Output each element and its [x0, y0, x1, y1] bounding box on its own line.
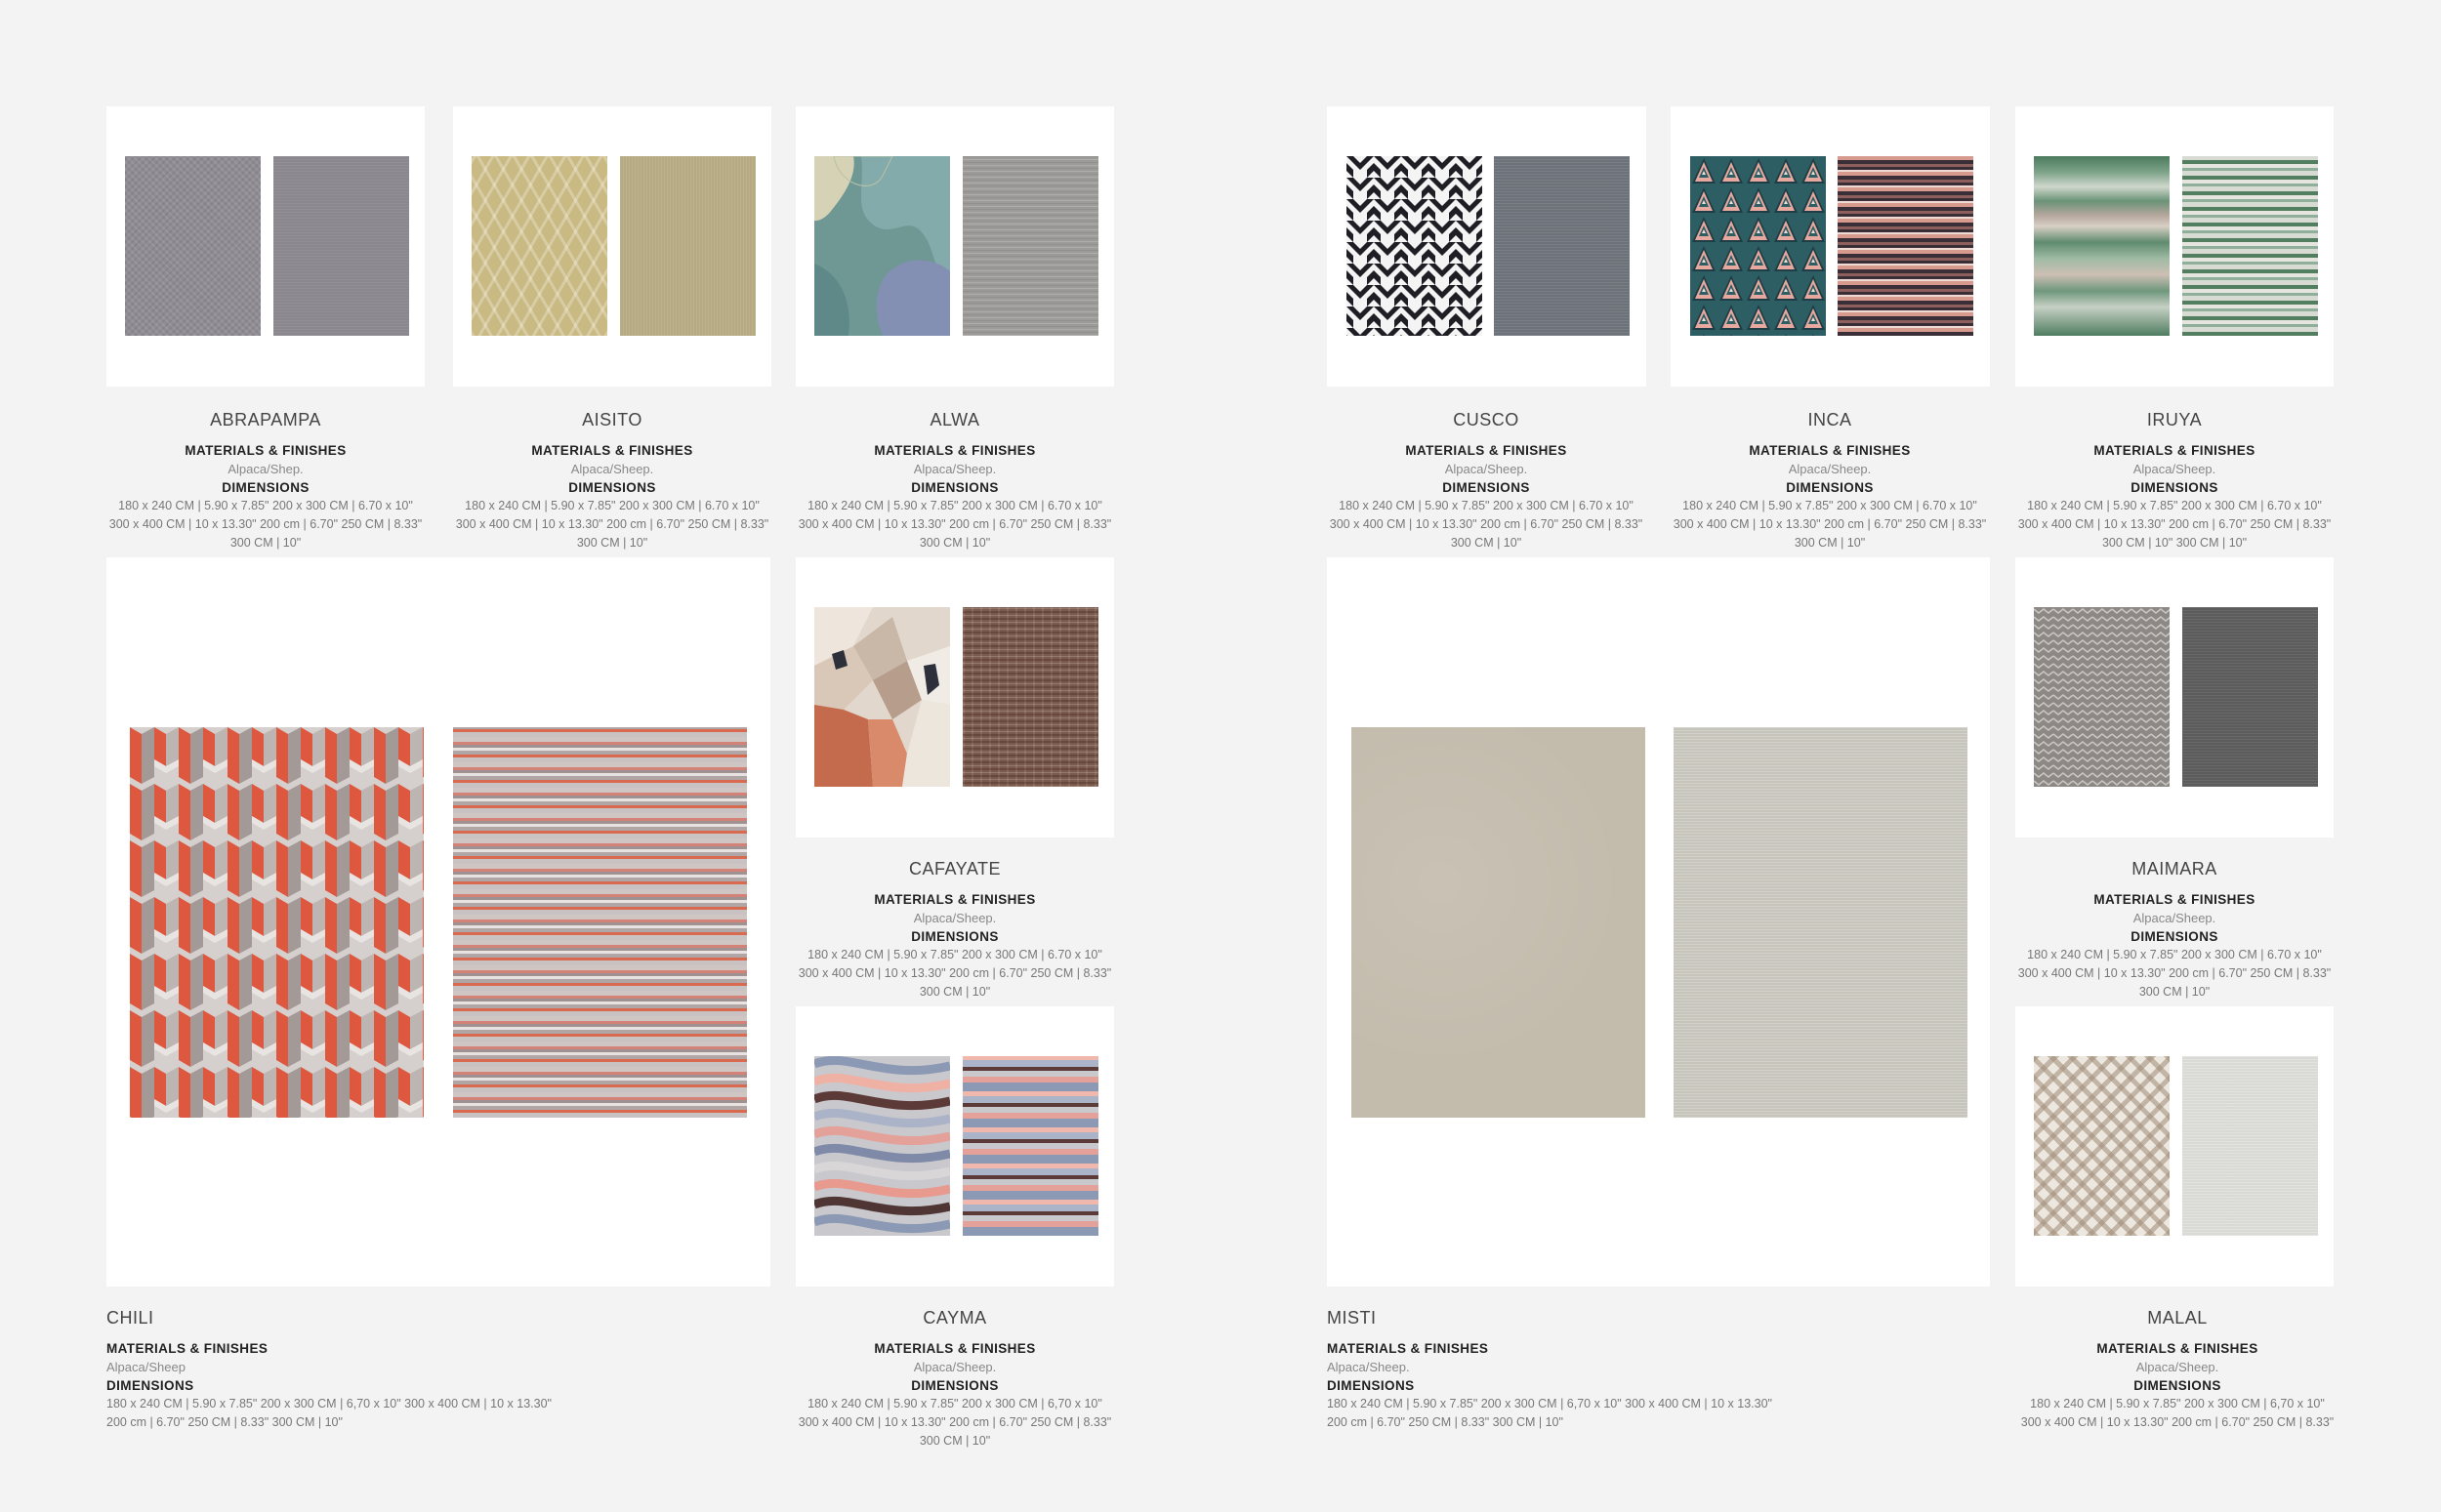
dimensions-value: 180 x 240 CM | 5.90 x 7.85" 200 x 300 CM | 6.70 x 10" 300 x 400 CM | 10 x 13.30" 200 cm | 6.70" 250 CM | 8.33" 300 CM | 10" — [108, 499, 423, 550]
dimensions-value: 180 x 240 CM | 5.90 x 7.85" 200 x 300 CM | 6,70 x 10" 300 x 400 CM | 10 x 13.30" 200 cm | 6.70" 250 CM | 8.33" 300 CM | 10" — [1327, 1397, 1772, 1429]
dimensions-label: DIMENSIONS — [222, 480, 310, 495]
product-card-cusco[interactable] — [1327, 106, 1646, 387]
materials-label: MATERIALS & FINISHES — [2093, 892, 2255, 907]
product-info-malal — [1997, 1308, 2358, 1432]
material-value: Alpaca/Sheep. — [2132, 462, 2216, 476]
rug-image-alwa-1 — [814, 156, 950, 336]
product-info-chili — [106, 1308, 790, 1432]
product-name: ALWA — [930, 410, 980, 429]
product-info-cayma — [777, 1308, 1133, 1451]
materials-label: MATERIALS & FINISHES — [531, 443, 693, 458]
rug-image-abrapampa-2 — [273, 156, 409, 336]
product-card-cayma[interactable] — [796, 1006, 1114, 1287]
product-card-misti[interactable] — [1327, 557, 1990, 1287]
materials-label: MATERIALS & FINISHES — [1327, 1341, 1489, 1356]
rug-image-cayma-1 — [814, 1056, 950, 1236]
dimensions-label: DIMENSIONS — [911, 480, 999, 495]
dimensions-label: DIMENSIONS — [1786, 480, 1874, 495]
dimensions-label: DIMENSIONS — [1327, 1378, 1415, 1393]
dimensions-label: DIMENSIONS — [2131, 929, 2218, 944]
product-card-abrapampa[interactable] — [106, 106, 425, 387]
product-name: ABRAPAMPA — [210, 410, 321, 429]
product-name: IRUYA — [2146, 410, 2203, 429]
product-name: MAIMARA — [2131, 859, 2217, 879]
rug-image-malal-2 — [2182, 1056, 2318, 1236]
dimensions-label: DIMENSIONS — [911, 1378, 999, 1393]
rug-image-aisito-2 — [620, 156, 756, 336]
material-value: Alpaca/Sheep. — [913, 1360, 997, 1374]
dimensions-value: 180 x 240 CM | 5.90 x 7.85" 200 x 300 CM | 6,70 x 10" 300 x 400 CM | 10 x 13.30" 200 cm | 6.70" 250 CM | 8.33" 300 CM | 10" — [798, 1397, 1112, 1448]
rug-image-chili-2 — [453, 727, 747, 1118]
rug-image-cusco-2 — [1494, 156, 1630, 336]
product-info-iruya — [1997, 410, 2352, 552]
product-card-aisito[interactable] — [453, 106, 771, 387]
material-value: Alpaca/Sheep. — [2135, 1360, 2219, 1374]
dimensions-value: 180 x 240 CM | 5.90 x 7.85" 200 x 300 CM | 6,70 x 10" 300 x 400 CM | 10 x 13.30" 200 cm | 6.70" 250 CM | 8.33" 300 CM | 10" — [106, 1397, 552, 1429]
material-value: Alpaca/Sheep. — [913, 462, 997, 476]
dimensions-value: 180 x 240 CM | 5.90 x 7.85" 200 x 300 CM | 6.70 x 10" 300 x 400 CM | 10 x 13.30" 200 cm | 6.70" 250 CM | 8.33" 300 CM | 10" — [455, 499, 769, 550]
rug-image-cafayate-1 — [814, 607, 950, 787]
material-value: Alpaca/Sheep. — [1444, 462, 1528, 476]
materials-label: MATERIALS & FINISHES — [1749, 443, 1911, 458]
dimensions-value: 180 x 240 CM | 5.90 x 7.85" 200 x 300 CM | 6.70 x 10" 300 x 400 CM | 10 x 13.30" 200 cm | 6.70" 250 CM | 8.33" 300 CM | 10" — [798, 948, 1112, 999]
materials-label: MATERIALS & FINISHES — [874, 1341, 1036, 1356]
rug-image-cafayate-2 — [963, 607, 1098, 787]
material-value: Alpaca/Sheep. — [913, 911, 997, 925]
materials-label: MATERIALS & FINISHES — [874, 892, 1036, 907]
product-name: CHILI — [106, 1308, 154, 1328]
material-value: Alpaca/Sheep. — [2132, 911, 2216, 925]
dimensions-label: DIMENSIONS — [2133, 1378, 2221, 1393]
dimensions-value: 180 x 240 CM | 5.90 x 7.85" 200 x 300 CM | 6,70 x 10" 300 x 400 CM | 10 x 13.30" 200 cm | 6.70" 250 CM | 8.33" — [2020, 1397, 2335, 1429]
rug-image-aisito-1 — [472, 156, 607, 336]
rug-image-alwa-2 — [963, 156, 1098, 336]
product-info-maimara — [1997, 859, 2352, 1001]
product-card-maimara[interactable] — [2015, 557, 2334, 838]
rug-image-iruya-1 — [2034, 156, 2170, 336]
materials-label: MATERIALS & FINISHES — [185, 443, 347, 458]
product-info-aisito — [434, 410, 790, 552]
material-value: Alpaca/Sheep — [106, 1360, 186, 1374]
material-value: Alpaca/Sheep. — [1788, 462, 1872, 476]
product-name: CAYMA — [923, 1308, 987, 1328]
materials-label: MATERIALS & FINISHES — [1405, 443, 1567, 458]
rug-image-misti-2 — [1674, 727, 1967, 1118]
product-card-chili[interactable] — [106, 557, 770, 1287]
rug-image-maimara-1 — [2034, 607, 2170, 787]
material-value: Alpaca/Sheep. — [1327, 1360, 1410, 1374]
materials-label: MATERIALS & FINISHES — [2096, 1341, 2258, 1356]
product-card-malal[interactable] — [2015, 1006, 2334, 1287]
rug-image-maimara-2 — [2182, 607, 2318, 787]
rug-image-inca-1 — [1690, 156, 1826, 336]
dimensions-value: 180 x 240 CM | 5.90 x 7.85" 200 x 300 CM | 6.70 x 10" 300 x 400 CM | 10 x 13.30" 200 cm | 6.70" 250 CM | 8.33" 300 CM | 10" — [798, 499, 1112, 550]
material-value: Alpaca/Shep. — [228, 462, 304, 476]
dimensions-value: 180 x 240 CM | 5.90 x 7.85" 200 x 300 CM | 6.70 x 10" 300 x 400 CM | 10 x 13.30" 200 cm | 6.70" 250 CM | 8.33" 300 CM | 10" — [1673, 499, 1987, 550]
product-card-iruya[interactable] — [2015, 106, 2334, 387]
material-value: Alpaca/Sheep. — [570, 462, 654, 476]
rug-image-cusco-1 — [1346, 156, 1482, 336]
dimensions-label: DIMENSIONS — [568, 480, 656, 495]
product-info-cusco — [1308, 410, 1664, 552]
dimensions-label: DIMENSIONS — [106, 1378, 194, 1393]
product-name: MALAL — [2147, 1308, 2208, 1328]
product-info-abrapampa — [88, 410, 443, 552]
product-card-cafayate[interactable] — [796, 557, 1114, 838]
product-name: AISITO — [582, 410, 642, 429]
rug-image-misti-1 — [1351, 727, 1645, 1118]
rug-image-inca-2 — [1838, 156, 1973, 336]
rug-image-malal-1 — [2034, 1056, 2170, 1236]
rug-image-abrapampa-1 — [125, 156, 261, 336]
rug-image-iruya-2 — [2182, 156, 2318, 336]
product-card-inca[interactable] — [1671, 106, 1990, 387]
product-name: CAFAYATE — [908, 859, 1002, 879]
materials-label: MATERIALS & FINISHES — [106, 1341, 269, 1356]
dimensions-value: 180 x 240 CM | 5.90 x 7.85" 200 x 300 CM | 6.70 x 10" 300 x 400 CM | 10 x 13.30" 200 cm | 6.70" 250 CM | 8.33" 300 CM | 10" 300 CM | 10" — [2017, 499, 2332, 550]
dimensions-label: DIMENSIONS — [1442, 480, 1530, 495]
product-name: CUSCO — [1453, 410, 1519, 429]
product-info-inca — [1652, 410, 2007, 552]
product-name: MISTI — [1327, 1308, 1377, 1328]
dimensions-label: DIMENSIONS — [2131, 480, 2218, 495]
product-info-cafayate — [777, 859, 1133, 1001]
dimensions-label: DIMENSIONS — [911, 929, 999, 944]
dimensions-value: 180 x 240 CM | 5.90 x 7.85" 200 x 300 CM | 6.70 x 10" 300 x 400 CM | 10 x 13.30" 200 cm | 6.70" 250 CM | 8.33" 300 CM | 10" — [1329, 499, 1643, 550]
rug-image-cayma-2 — [963, 1056, 1098, 1236]
materials-label: MATERIALS & FINISHES — [874, 443, 1036, 458]
product-card-alwa[interactable] — [796, 106, 1114, 387]
product-name: INCA — [1807, 410, 1852, 429]
rug-image-chili-1 — [130, 727, 424, 1118]
materials-label: MATERIALS & FINISHES — [2093, 443, 2255, 458]
dimensions-value: 180 x 240 CM | 5.90 x 7.85" 200 x 300 CM | 6.70 x 10" 300 x 400 CM | 10 x 13.30" 200 cm | 6.70" 250 CM | 8.33" 300 CM | 10" — [2017, 948, 2332, 999]
product-info-misti — [1327, 1308, 2010, 1432]
product-info-alwa — [777, 410, 1133, 552]
